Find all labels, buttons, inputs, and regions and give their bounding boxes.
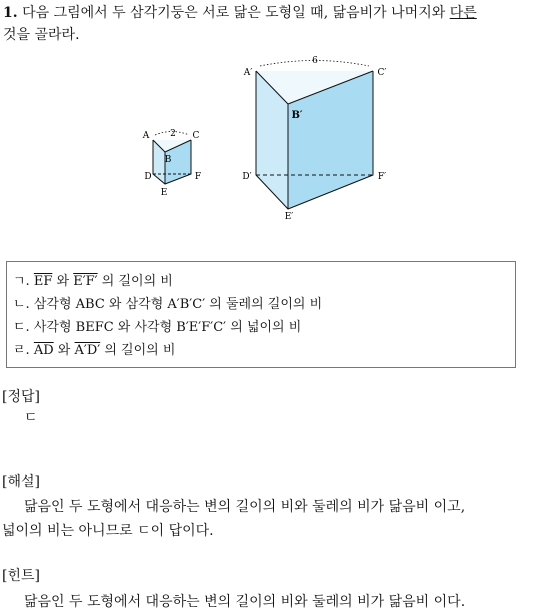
option-1-connector: 와 xyxy=(56,274,70,289)
hint-line-1: 닮음인 두 도형에서 대응하는 변의 길이의 비와 둘레의 비가 닮음비 이다. xyxy=(24,594,466,610)
label-B-prime: B′ xyxy=(291,110,303,121)
option-4-segment-a: $\overline{AD}$ xyxy=(33,343,54,358)
answer-label: [정답] xyxy=(2,389,40,405)
label-A-prime: A′ xyxy=(243,68,253,78)
question-text-part1: 다음 그림에서 두 삼각기둥은 서로 닮은 도형일 때, 닮음비가 나머지와 xyxy=(22,5,450,21)
option-4-segment-b: A′D′ xyxy=(74,343,101,358)
answer-value: ㄷ xyxy=(24,410,38,426)
label-D-prime: D′ xyxy=(242,172,252,182)
option-2-marker: ㄴ. xyxy=(13,297,30,312)
option-4-marker: ㄹ. xyxy=(13,343,30,358)
label-C-prime: C′ xyxy=(377,68,387,78)
small-prism xyxy=(142,129,201,198)
option-1-segment-b: E′F′ xyxy=(73,274,98,289)
option-2-text: 삼각형 ABC 와 삼각형 A′B′C′ 의 둘레의 길이의 비 xyxy=(33,297,323,312)
question-text xyxy=(3,2,533,46)
question-number: 1. xyxy=(3,5,18,21)
question-text-part2: 것을 골라라. xyxy=(3,27,80,43)
label-E: E xyxy=(160,188,168,198)
options-box xyxy=(6,261,516,368)
explanation-line-2: 넓이의 비는 아니므로 ㄷ이 답이다. xyxy=(2,523,214,539)
label-C: C xyxy=(192,131,200,141)
question-underlined-word: 다른 xyxy=(449,5,477,21)
option-1-marker: ㄱ. xyxy=(13,274,30,289)
option-3 xyxy=(13,319,301,337)
option-1-tail: 의 길이의 비 xyxy=(101,274,173,289)
option-1 xyxy=(13,273,173,291)
large-prism xyxy=(242,56,386,222)
label-F: F xyxy=(194,172,202,182)
label-B: B xyxy=(164,155,172,165)
small-prism-edge-label: 2 xyxy=(170,129,176,139)
option-4-tail: 의 길이의 비 xyxy=(104,343,176,358)
label-A: A xyxy=(142,131,150,141)
option-1-segment-a: $\overline{EF}$ xyxy=(33,274,53,289)
explanation-line-1: 닮음인 두 도형에서 대응하는 변의 길이의 비와 둘레의 비가 닮음비 이고, xyxy=(24,499,466,515)
prism-figure xyxy=(0,52,535,232)
explanation-label: [해설] xyxy=(2,474,40,490)
hint-label: [힌트] xyxy=(2,568,40,584)
option-2 xyxy=(13,296,322,314)
option-4-connector: 와 xyxy=(57,343,71,358)
option-4 xyxy=(13,342,175,360)
large-prism-edge-label: 6 xyxy=(312,56,318,66)
label-D: D xyxy=(144,172,152,182)
label-E-prime: E′ xyxy=(284,212,294,222)
label-F-prime: F′ xyxy=(377,172,387,182)
hint-text xyxy=(2,590,532,614)
option-3-marker: ㄷ. xyxy=(13,320,30,335)
explanation-text xyxy=(2,495,532,543)
option-3-text: 사각형 BEFC 와 사각형 B′E′F′C′ 의 넓이의 비 xyxy=(33,320,302,335)
